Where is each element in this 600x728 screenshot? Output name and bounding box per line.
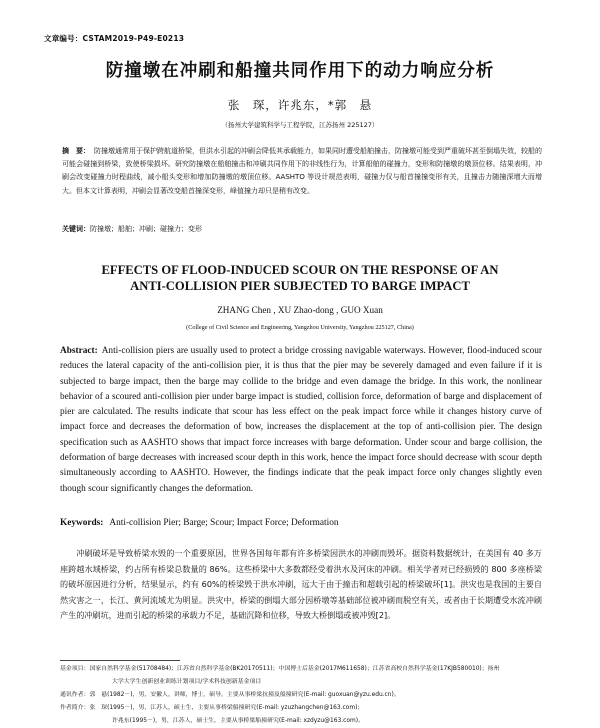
chinese-authors: 张 琛，许兆东，*郭 悬 xyxy=(227,98,373,112)
footnote-fund xyxy=(60,663,542,676)
english-abstract-label: Abstract: xyxy=(60,346,98,356)
english-abstract-text: Anti-collision piers are usually used to protect a bridge crossing navigable waterways. However, flood-induced scour reduces the lateral capacity of the anti-collision pier, it is thus that the pier may be severely damaged and even failure if it is subjected to barge impact, then the barge may collide to the bridge and even damage the bridge. In this work, the nonlinear behavior of a scoured anti-collision pier under barge impact is studied, collision force, deformation of barge and displacement of pier are calculated. The results indicate that scour has less effect on the peak impact force while it changes history curve of impact force and decreases the deformation of bow, increases the displacement at the top of anti-collision pier. The design specification such as AASHTO shows that impact force increases with barge deformation. Under scour and barge collision, the deformation of barge decreases with increased scour depth in this work, hence the impact force should decrease with scour depth simultaneously according to AASHTO. However, the findings indicate that the peak impact force only changes slightly even though scour significantly changes the deformation. xyxy=(60,346,542,494)
footnote-author-profile xyxy=(60,702,542,715)
english-affiliation: (College of Civil Science and Engineering, Yangzhou University, Yangzhou 225127, China) xyxy=(186,324,414,331)
english-title-line-1: EFFECTS OF FLOOD-INDUCED SCOUR ON THE RESPONSE OF AN xyxy=(101,263,499,277)
article-number: 文章编号：CSTAM2019-P49-E0213 xyxy=(44,34,185,43)
footnote-corresponding-author xyxy=(60,689,542,702)
chinese-title: 防撞墩在冲刷和船撞共同作用下的动力响应分析 xyxy=(105,61,495,81)
chinese-abstract-text: 防撞墩通常用于保护跨航道桥梁，但洪水引起的冲刷会降低其承载能力，如果同时遭受船舶撞击，防撞墩可能受到严重破坏甚至倒塌失效，较船的可能会碰撞到桥梁，致使桥梁损坏。研究防撞墩在船舶撞击和冲刷共同作用下的非线性行为，计算船舶的碰撞力，变形和防撞墩的墩顶位移。结果表明，冲刷会改变碰撞力时程曲线，减小船头变形和增加防撞墩的墩顶位移。AASHTO 等设计规范表明，碰撞力仅与船首撞撞变形有关，且撞击力随撞深增大而增大。但本文计算表明，冲刷会显著改变船首撞深变形，峰值撞力却只是稍有改变。 xyxy=(62,147,542,195)
english-authors: ZHANG Chen , XU Zhao-dong , GUO Xuan xyxy=(217,305,383,315)
footnote-corresponding-label: 通讯作者： xyxy=(60,692,90,698)
english-keywords xyxy=(60,518,542,528)
footnotes xyxy=(60,663,542,728)
footnote-divider xyxy=(60,660,180,661)
chinese-keywords-text: 防撞墩；船舶；冲刷；碰撞力；变形 xyxy=(90,225,202,233)
footnote-author-profile-label: 作者简介： xyxy=(60,705,90,711)
footnote-corresponding-text: 郭 悬(1982－)，男，安徽人，讲师，博士，硕导，主要从事桥梁抗撞及船撞研究(E-mail: guoxuan@yzu.edu.cn)。 xyxy=(89,692,400,698)
chinese-abstract xyxy=(62,145,542,198)
footnote-author-profile-text: 张 琛(1995－)，男，江苏人，硕士生，主要从事桥梁船撞研究(E-mail: yzuzhangchen@163.com)； xyxy=(89,705,364,711)
footnote-author-profile-2: 许兆东(1995－)，男，江苏人，硕士生，主要从事桥梁船撞研究(E-mail: xzdyzu@163.com)。 xyxy=(112,718,364,724)
english-title-line-2: ANTI-COLLISION PIER SUBJECTED TO BARGE IMPACT xyxy=(130,279,470,293)
english-keywords-label: Keywords: xyxy=(60,518,104,528)
english-keywords-text: Anti-collision Pier; Barge; Scour; Impact Force; Deformation xyxy=(109,518,339,528)
chinese-abstract-label: 摘 要： xyxy=(62,147,90,155)
chinese-keywords xyxy=(62,224,542,234)
chinese-keywords-label: 关键词： xyxy=(62,225,90,233)
footnote-fund-text: 国家自然科学基金(51708484)；江苏省自然科学基金(BK20170511)；中国博士后基金(2017M611658)；江苏省高校自然科学基金(17KJB580010)；扬州 xyxy=(89,666,500,672)
footnote-fund-continued: 大学大学生创新创业训练计划项目/学术科技创新基金项目 xyxy=(112,679,262,685)
chinese-affiliation: （扬州大学建筑科学与工程学院，江苏扬州 225127） xyxy=(221,121,379,129)
english-title xyxy=(30,262,570,294)
footnote-fund-label: 基金项目： xyxy=(60,666,90,672)
body-paragraph: 冲刷破坏是导致桥梁水毁的一个重要原因，世界各国每年都有许多桥梁因洪水的冲刷而毁坏。据资料数据统计，在美国有 40 多万座跨越水域桥梁，约占所有桥梁总数量的 86%。这些桥梁中大多数都经受着洪水及河床的冲刷。相关学者对已经损毁的 800 多座桥梁的破坏原因进行分析，结果显示，约有 60%的桥梁毁于洪水冲刷，远大于由于撞击和超载引起的桥梁破坏[1]。洪灾也是我国的主要自然灾害之一，长江、黄河流域尤为明显。洪灾中，桥梁的倒塌大部分因桥墩等基础部位被冲刷而脱空有关，或者由于长期遭受水流冲刷产生的冲刷坑，进而引起的桥梁的承载力不足，基础沉降和位移，导致大桥倒塌或被冲毁[2]。 xyxy=(60,548,542,620)
english-abstract xyxy=(60,344,542,497)
